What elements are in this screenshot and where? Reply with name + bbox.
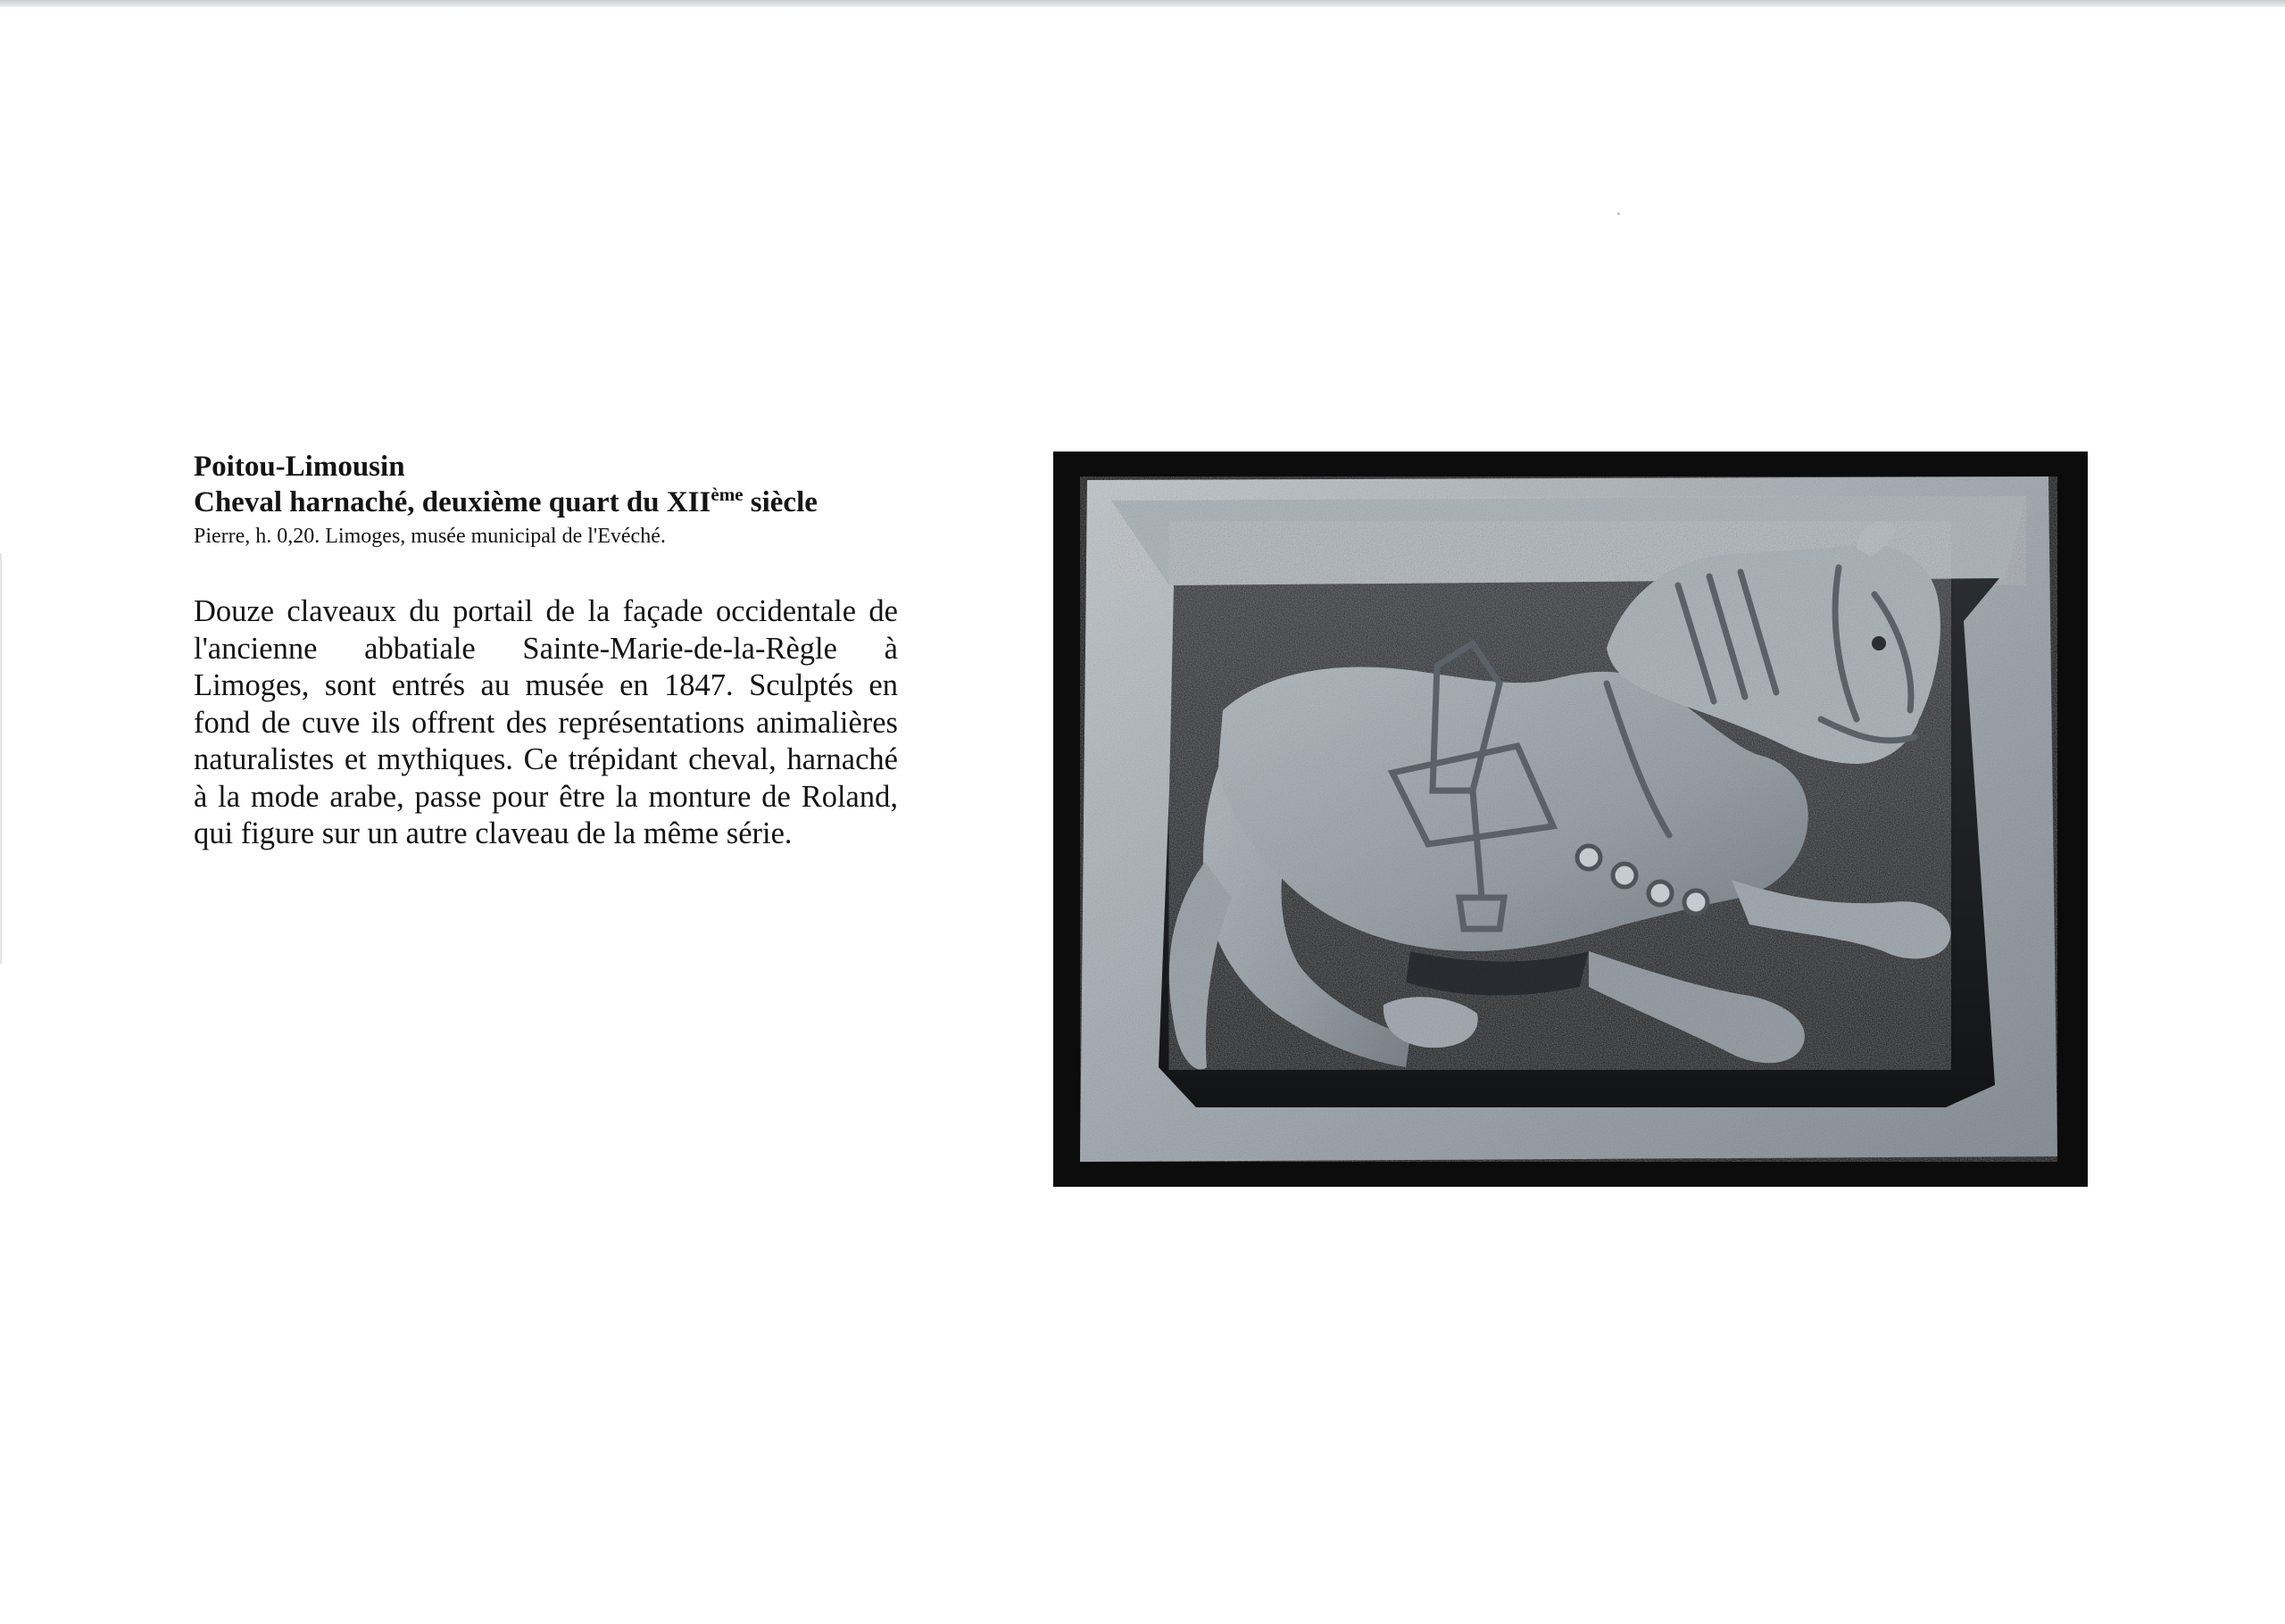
harness-boss <box>1649 882 1672 905</box>
scan-edge <box>0 0 2285 7</box>
region-heading: Poitou-Limousin <box>194 451 405 483</box>
title-superscript: ème <box>710 484 744 505</box>
scan-margin-mark <box>0 553 2 964</box>
harness-boss <box>1577 846 1600 869</box>
artwork-metadata: Pierre, h. 0,20. Limoges, musée municipal de l'Evéché. <box>194 525 666 548</box>
title-main: Cheval harnaché, deuxième quart du XII <box>194 486 711 518</box>
scan-speck <box>1617 212 1620 215</box>
relief-illustration <box>1053 452 2088 1187</box>
horse-eye <box>1872 636 1886 650</box>
harness-boss <box>1684 891 1708 914</box>
relief-photograph <box>1053 452 2088 1187</box>
harness-boss <box>1613 864 1636 887</box>
title-end: siècle <box>743 486 818 518</box>
caption-block <box>194 449 899 551</box>
description-paragraph: Douze claveaux du portail de la façade occidentale de l'ancienne abbatiale Sainte-Marie-de-la-Règle à Limoges, sont entrés au musée en 1847. Sculptés en fond de cuve ils offrent des représentations animalières naturalistes et mythiques. Ce trépidant cheval, harnaché à la mode arabe, passe pour être la monture de Roland, qui figure sur un autre claveau de la même série. <box>194 594 898 850</box>
artwork-title <box>194 485 899 520</box>
